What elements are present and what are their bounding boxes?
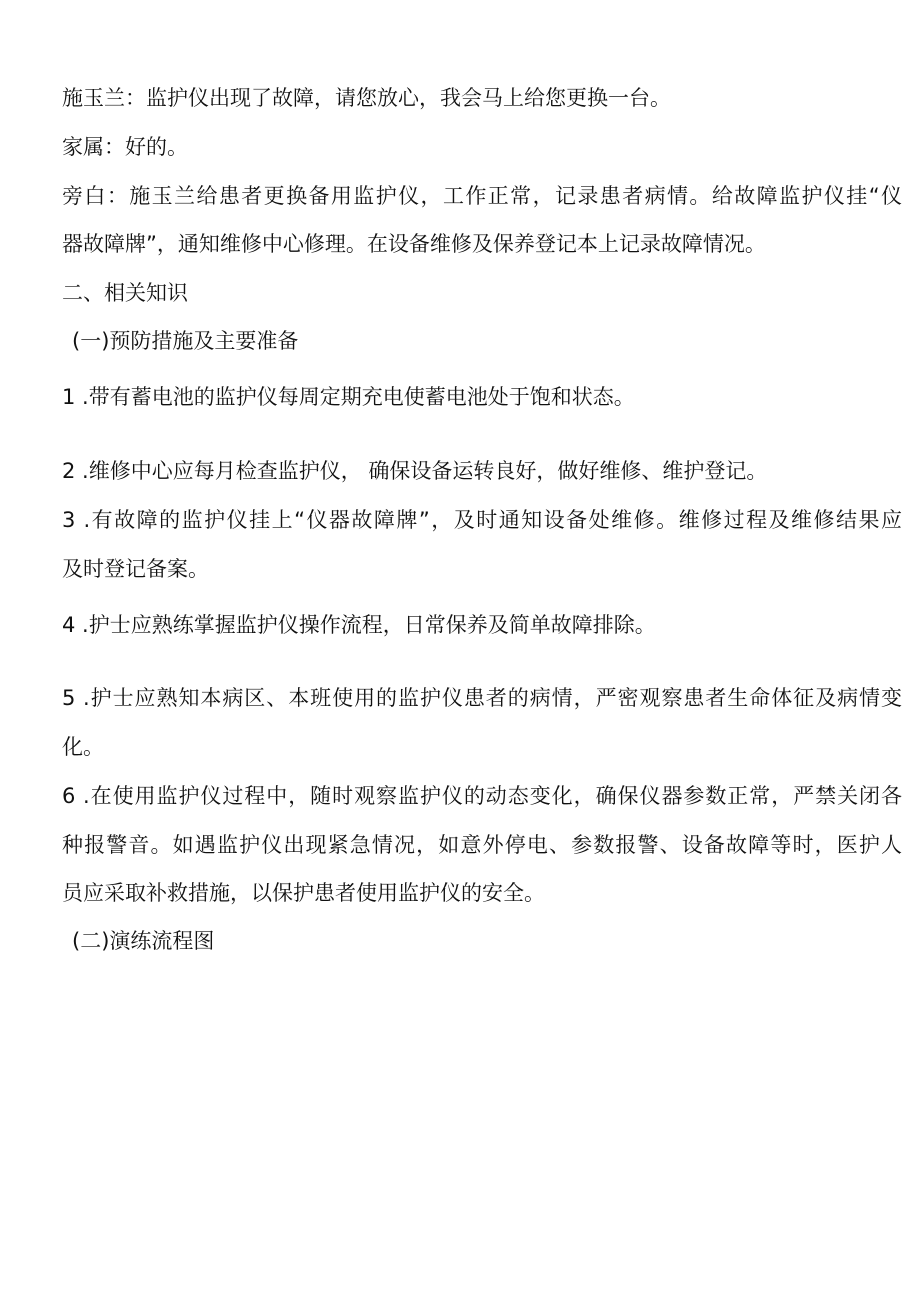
list-item-6-line-2: 种报警音。如遇监护仪出现紧急情况，如意外停电、参数报警、设备故障等时，医护人 <box>62 833 902 857</box>
narration-line-1: 旁白：施玉兰给患者更换备用监护仪，工作正常，记录患者病情。给故障监护仪挂“仪 <box>62 184 902 208</box>
list-item-5-line-2: 化。 <box>62 735 104 759</box>
list-item-6-line-1: 6 .在使用监护仪过程中，随时观察监护仪的动态变化，确保仪器参数正常，严禁关闭各 <box>62 784 902 808</box>
list-item-3-line-2: 及时登记备案。 <box>62 557 209 581</box>
list-item-2: 2 .维修中心应每月检查监护仪， 确保设备运转良好，做好维修、维护登记。 <box>62 459 768 483</box>
list-item-4: 4 .护士应熟练掌握监护仪操作流程，日常保养及简单故障排除。 <box>62 613 656 637</box>
section-heading: 二、相关知识 <box>62 281 188 305</box>
subsection-heading-2: (二)演练流程图 <box>72 929 215 953</box>
list-item-1: 1 .带有蓄电池的监护仪每周定期充电使蓄电池处于饱和状态。 <box>62 385 635 409</box>
narration-line-2: 器故障牌”，通知维修中心修理。在设备维修及保养登记本上记录故障情况。 <box>62 232 766 256</box>
dialogue-line-2: 家属：好的。 <box>62 135 188 159</box>
subsection-heading-1: (一)预防措施及主要准备 <box>72 329 299 353</box>
list-item-6-line-3: 员应采取补救措施，以保护患者使用监护仪的安全。 <box>62 881 545 905</box>
list-item-3-line-1: 3 .有故障的监护仪挂上“仪器故障牌”，及时通知设备处维修。维修过程及维修结果应 <box>62 508 902 532</box>
dialogue-line-1: 施玉兰：监护仪出现了故障，请您放心，我会马上给您更换一台。 <box>62 86 671 110</box>
list-item-5-line-1: 5 .护士应熟知本病区、本班使用的监护仪患者的病情，严密观察患者生命体征及病情变 <box>62 686 902 710</box>
